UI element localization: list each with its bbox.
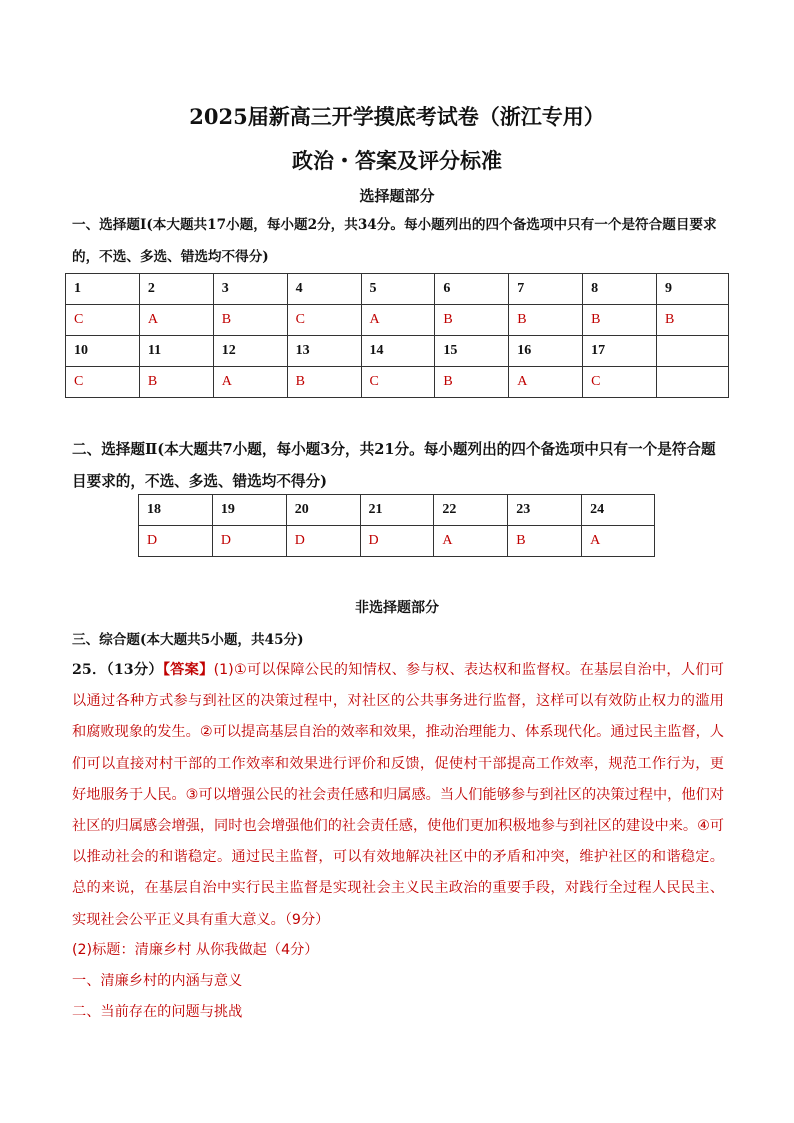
- answer-cell: D: [286, 526, 360, 557]
- question-number-cell: 14: [361, 336, 435, 367]
- answer-cell: B: [435, 305, 509, 336]
- answer-cell: B: [213, 305, 287, 336]
- question-number-cell: [657, 336, 729, 367]
- question-number-cell: 19: [212, 495, 286, 526]
- answer-cell: A: [434, 526, 508, 557]
- page-title: 2025届新高三开学摸底考试卷（浙江专用）: [189, 104, 605, 129]
- answer-cell: C: [287, 305, 361, 336]
- question-number-cell: 18: [139, 495, 213, 526]
- answer-cell: D: [212, 526, 286, 557]
- section1-heading: 一、选择题Ⅰ(本大题共17小题，每小题2分，共34分。每小题列出的四个备选项中只有一个是符合题目要求的，不选、多选、错选均不得分): [72, 217, 717, 265]
- answer-cell: A: [213, 367, 287, 398]
- answer-row: [66, 305, 729, 336]
- outline-item-1: 一、清廉乡村的内涵与意义: [72, 973, 243, 989]
- question-number-cell: 13: [287, 336, 361, 367]
- answer-tag: 【答案】: [162, 662, 214, 678]
- question-number-cell: 12: [213, 336, 287, 367]
- part1-prefix: (1): [213, 662, 234, 678]
- question-number-cell: 10: [66, 336, 140, 367]
- question-number-cell: 6: [435, 274, 509, 305]
- question-number-cell: 7: [509, 274, 583, 305]
- answer-cell: B: [583, 305, 657, 336]
- q25-label: 25．（13分）: [72, 662, 163, 678]
- question-number-cell: 15: [435, 336, 509, 367]
- section2-heading: 二、选择题Ⅱ(本大题共7小题，每小题3分，共21分。每小题列出的四个备选项中只有一个是符合题目要求的，不选、多选、错选均不得分): [72, 441, 716, 490]
- question-number-cell: 1: [66, 274, 140, 305]
- answer-cell: A: [509, 367, 583, 398]
- question-number-cell: 16: [509, 336, 583, 367]
- part2-score: （4分）: [266, 942, 319, 958]
- answer-cell: B: [657, 305, 729, 336]
- question-number-cell: 5: [361, 274, 435, 305]
- section3-heading: 三、综合题(本大题共5小题，共45分): [72, 632, 304, 648]
- answer-cell: C: [583, 367, 657, 398]
- part2-heading: 非选择题部分: [355, 600, 439, 616]
- answer-cell: B: [435, 367, 509, 398]
- question-number-row: [66, 336, 729, 367]
- question-number-row: [139, 495, 655, 526]
- answer-cell: A: [139, 305, 213, 336]
- part1-heading: 选择题部分: [359, 187, 435, 205]
- question-number-cell: 21: [360, 495, 434, 526]
- answer-cell: A: [582, 526, 655, 557]
- q25-answer-part2: [72, 935, 724, 966]
- answer-row: [66, 367, 729, 398]
- part1-score: （9分）: [284, 911, 330, 928]
- answer-cell: D: [139, 526, 213, 557]
- q25-answer-part1: [72, 655, 724, 936]
- answer-cell: C: [361, 367, 435, 398]
- question-number-cell: 22: [434, 495, 508, 526]
- answer-cell: B: [509, 305, 583, 336]
- question-number-cell: 3: [213, 274, 287, 305]
- answer-row: [139, 526, 655, 557]
- question-number-cell: 2: [139, 274, 213, 305]
- question-number-cell: 8: [583, 274, 657, 305]
- answer-cell: C: [66, 367, 140, 398]
- answer-table-2: [138, 494, 655, 557]
- question-number-cell: 20: [286, 495, 360, 526]
- outline-item-2: 二、当前存在的问题与挑战: [72, 1004, 243, 1020]
- question-number-cell: 4: [287, 274, 361, 305]
- question-number-row: [66, 274, 729, 305]
- question-number-cell: 23: [508, 495, 582, 526]
- answer-table-1: [65, 273, 729, 398]
- question-number-cell: 17: [583, 336, 657, 367]
- page-subtitle: 政治・答案及评分标准: [292, 148, 502, 173]
- answer-cell: A: [361, 305, 435, 336]
- question-number-cell: 24: [582, 495, 655, 526]
- part1-text: ①可以保障公民的知情权、参与权、表达权和监督权。在基层自治中，人们可以通过各种方式参与到社区的决策过程中，对社区的公共事务进行监督，这样可以有效防止权力的滥用和腐败现象的发生。②可以提高基层自治的效率和效果，推动治理能力、体系现代化。通过民主监督，人们可以直接对村干部的工作效率和效果进行评价和反馈，促使村干部提高工作效率，规范工作行为，更好地服务于人民。③可以增强公民的社会责任感和归属感。当人们能够参与到社区的决策过程中，他们对社区的归属感会增强，同时也会增强他们的社会责任感，使他们更加积极地参与到社区的建设中来。④可以推动社会的和谐稳定。通过民主监督，可以有效地解决社区中的矛盾和冲突，维护社区的和谐稳定。总的来说，在基层自治中实行民主监督是实现社会主义民主政治的重要手段，对践行全过程人民民主、实现社会公平正义具有重大意义。: [72, 662, 724, 928]
- part2-prefix: (2)标题：: [72, 942, 135, 958]
- answer-cell: B: [508, 526, 582, 557]
- answer-cell: B: [287, 367, 361, 398]
- answer-cell: [657, 367, 729, 398]
- question-number-cell: 9: [657, 274, 729, 305]
- answer-cell: C: [66, 305, 140, 336]
- answer-cell: D: [360, 526, 434, 557]
- question-number-cell: 11: [139, 336, 213, 367]
- part2-title: 清廉乡村 从你我做起: [134, 942, 267, 958]
- answer-cell: B: [139, 367, 213, 398]
